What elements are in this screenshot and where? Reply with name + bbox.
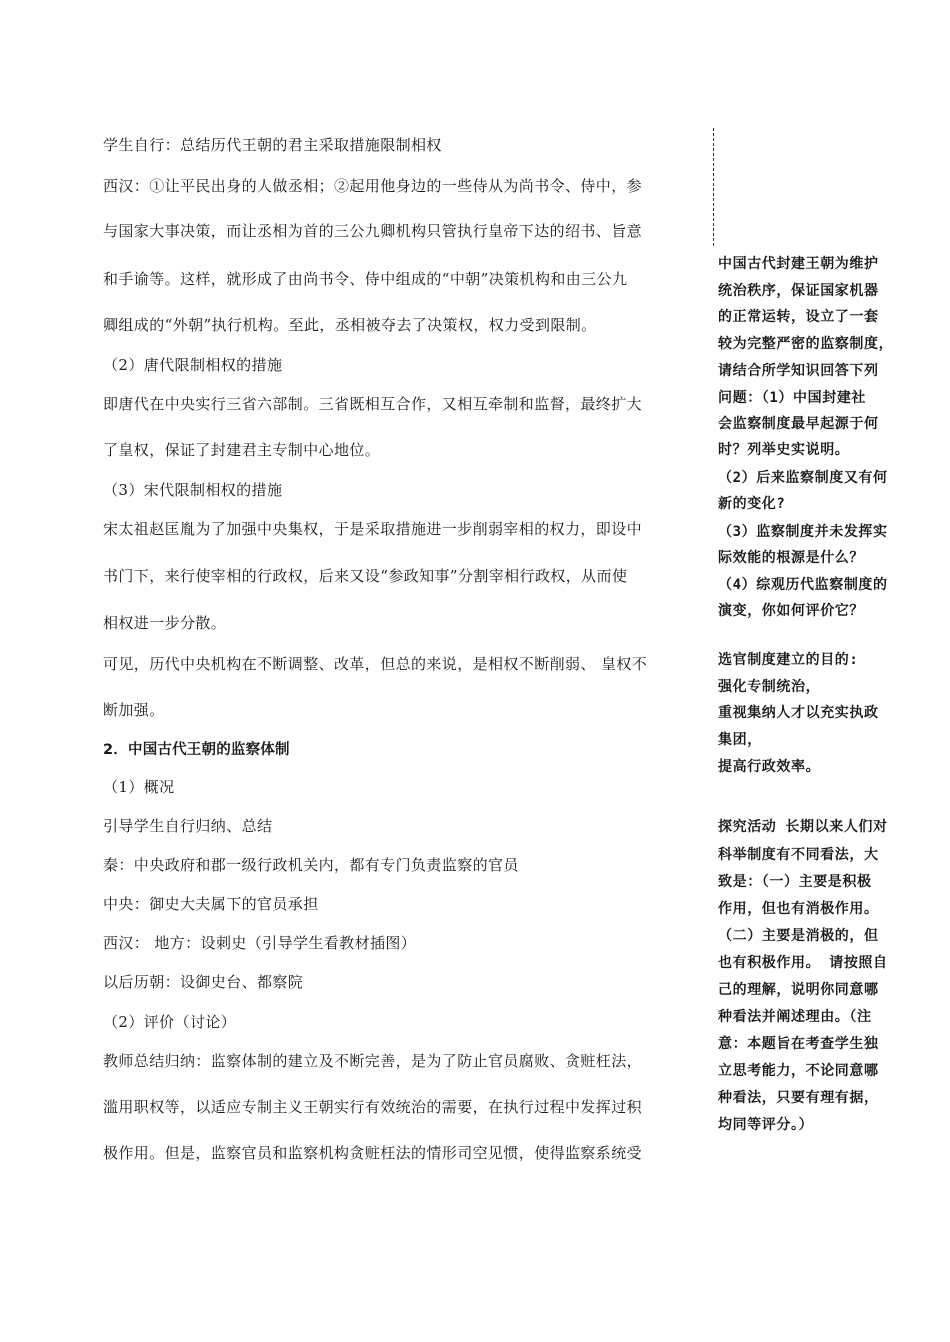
text-line: 书门下，来行使宰相的行政权，后来又设“参政知事”分割宰相行政权，从而使 <box>103 567 628 585</box>
side-note-line: 也有积极作用。 请按照自 <box>718 955 888 971</box>
text-line: 中央：御史大夫属下的官员承担 <box>103 895 319 913</box>
side-note-line: 际效能的根源是什么？ <box>718 550 864 566</box>
side-note-line: （4）综观历代监察制度的 <box>718 577 888 593</box>
text-line: 教师总结归纳：监察体制的建立及不断完善，是为了防止官员腐败、贪赃枉法， <box>103 1052 643 1070</box>
text-line: 以后历朝：设御史台、都察院 <box>103 973 304 991</box>
side-note-line: 演变，你如何评价它？ <box>718 603 864 619</box>
text-line: 宋太祖赵匡胤为了加强中央集权，于是采取措施进一步削弱宰相的权力，即设中 <box>103 520 643 538</box>
side-note-line: 时？列举史实说明。 <box>718 442 850 458</box>
side-note-line: 重视集纳人才以充实执政 <box>718 705 879 721</box>
text-line: 秦：中央政府和郡一级行政机关内，都有专门负责监察的官员 <box>103 856 519 874</box>
text-line: 西汉： 地方：设刺史（引导学生看教材插图） <box>103 934 417 952</box>
text-line: 和手谕等。这样，就形成了由尚书令、侍中组成的“中朝”决策机构和由三公九 <box>103 270 628 288</box>
side-note-line: 的正常运转，设立了一套 <box>718 309 879 325</box>
side-note-line: 致是：（一）主要是积极 <box>718 874 872 890</box>
text-line: 相权进一步分散。 <box>103 614 227 632</box>
side-note-line: 探究活动 长期以来人们对 <box>718 819 888 835</box>
side-note-line: 中国古代封建王朝为维护 <box>718 256 879 272</box>
side-note-line: 均同等评分。） <box>718 1117 814 1133</box>
text-line: 卿组成的“外朝”执行机构。至此，丞相被夺去了决策权，权力受到限制。 <box>103 316 597 334</box>
side-note-line: 集团， <box>718 732 762 748</box>
side-note-line: 统治秩序，保证国家机器 <box>718 283 879 299</box>
section-title: 2．中国古代王朝的监察体制 <box>103 742 290 758</box>
text-line: 滥用职权等，以适应专制主义王朝实行有效统治的需要，在执行过程中发挥过积 <box>103 1098 643 1116</box>
side-note-line: 选官制度建立的目的: <box>718 652 859 668</box>
side-note-line: 较为完整严密的监察制度， <box>718 336 894 352</box>
side-note-line: 请结合所学知识回答下列 <box>718 363 879 379</box>
side-note-line: 意：本题旨在考查学生独 <box>718 1036 879 1052</box>
side-note-line: 科举制度有不同看法，大 <box>718 847 879 863</box>
side-note-line: 问题：（1）中国封建社 <box>718 390 867 406</box>
side-note-line: 强化专制统治， <box>718 679 821 695</box>
text-line: 极作用。但是，监察官员和监察机构贪赃枉法的情形司空见惯，使得监察系统受 <box>103 1144 643 1162</box>
section-heading: （2）评价（讨论） <box>103 1013 237 1031</box>
column-divider <box>713 128 714 246</box>
side-note-line: （二）主要是消极的，但 <box>718 928 879 944</box>
side-note-line: （3）监察制度并未发挥实 <box>718 524 888 540</box>
side-note-line: （2）后来监察制度又有何 <box>718 470 888 486</box>
side-note-line: 作用，但也有消极作用。 <box>718 901 879 917</box>
text-line: 断加强。 <box>103 701 165 719</box>
side-note-line: 提高行政效率。 <box>718 759 821 775</box>
section-heading: （1）概况 <box>103 778 175 796</box>
text-line: 了皇权，保证了封建君主专制中心地位。 <box>103 441 381 459</box>
text-line: 学生自行：总结历代王朝的君主采取措施限制相权 <box>103 136 442 154</box>
text-line: 西汉：①让平民出身的人做丞相；②起用他身边的一些侍从为尚书令、侍中，参 <box>103 177 643 195</box>
text-line: 即唐代在中央实行三省六部制。三省既相互合作，又相互牵制和监督，最终扩大 <box>103 395 643 413</box>
section-heading: （2）唐代限制相权的措施 <box>103 356 283 374</box>
side-note-line: 种看法，只要有理有据， <box>718 1090 879 1106</box>
side-note-line: 己的理解，说明你同意哪 <box>718 982 879 998</box>
side-note-line: 新的变化? <box>718 496 786 512</box>
text-line: 可见，历代中央机构在不断调整、改革，但总的来说，是相权不断削弱、 皇权不 <box>103 655 648 673</box>
side-note-line: 立思考能力，不论同意哪 <box>718 1063 879 1079</box>
side-note-line: 种看法并阐述理由。（注 <box>718 1009 872 1025</box>
section-heading: （3）宋代限制相权的措施 <box>103 481 283 499</box>
side-note-line: 会监察制度最早起源于何 <box>718 416 879 432</box>
text-line: 引导学生自行归纳、总结 <box>103 817 273 835</box>
text-line: 与国家大事决策，而让丞相为首的三公九卿机构只管执行皇帝下达的绍书、旨意 <box>103 222 643 240</box>
